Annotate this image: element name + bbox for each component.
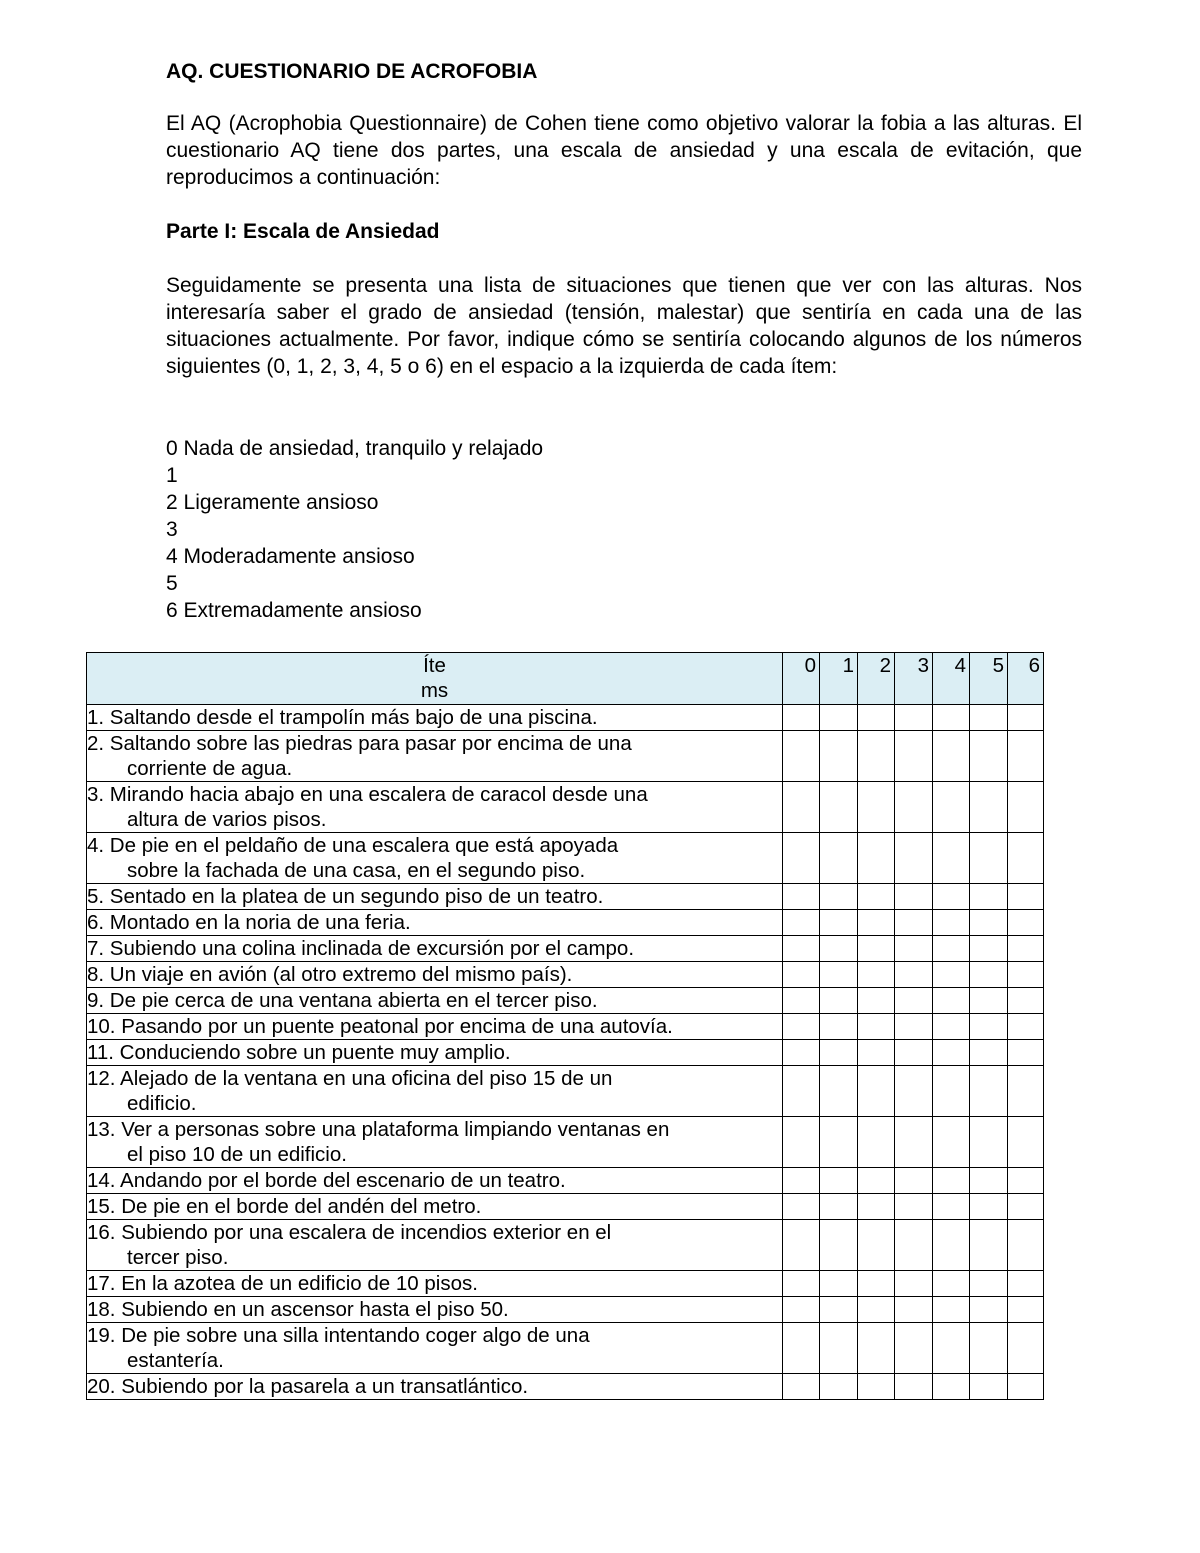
- score-cell-3[interactable]: [895, 1271, 933, 1297]
- table-row: [87, 782, 1044, 833]
- score-cell-3[interactable]: [895, 731, 933, 782]
- score-cell-3[interactable]: [895, 1117, 933, 1168]
- scale-item-6: 6 Extremadamente ansioso: [166, 599, 422, 622]
- score-cell-1[interactable]: [820, 833, 858, 884]
- score-cell-6[interactable]: [1008, 833, 1044, 884]
- score-header-5: 5: [970, 653, 1008, 705]
- score-cell-0[interactable]: [783, 1117, 820, 1168]
- score-cell-2[interactable]: [858, 1297, 895, 1323]
- item-cell-1: [87, 705, 783, 731]
- table-row: [87, 1220, 1044, 1271]
- table-row: [87, 1168, 1044, 1194]
- scale-item-5: 5: [166, 572, 178, 595]
- item-text: 1. Saltando desde el trampolín más bajo de una piscina.: [87, 706, 598, 729]
- score-cell-4[interactable]: [933, 731, 970, 782]
- anxiety-items-table: [86, 652, 1044, 1400]
- score-cell-6[interactable]: [1008, 1014, 1044, 1040]
- score-cell-5[interactable]: [970, 1271, 1008, 1297]
- score-cell-4[interactable]: [933, 962, 970, 988]
- score-cell-5[interactable]: [970, 1323, 1008, 1374]
- score-cell-4[interactable]: [933, 910, 970, 936]
- score-cell-2[interactable]: [858, 1374, 895, 1400]
- score-cell-6[interactable]: [1008, 731, 1044, 782]
- item-text-continuation: estantería.: [127, 1349, 224, 1372]
- score-cell-3[interactable]: [895, 1323, 933, 1374]
- score-cell-3[interactable]: [895, 910, 933, 936]
- item-text: 11. Conduciendo sobre un puente muy amplio.: [87, 1041, 511, 1064]
- score-cell-0[interactable]: [783, 1066, 820, 1117]
- item-text: 12. Alejado de la ventana en una oficina del piso 15 de un: [87, 1067, 613, 1090]
- score-cell-4[interactable]: [933, 1117, 970, 1168]
- score-cell-4[interactable]: [933, 833, 970, 884]
- item-text: 4. De pie en el peldaño de una escalera que está apoyada: [87, 834, 619, 857]
- score-cell-1[interactable]: [820, 962, 858, 988]
- score-cell-0[interactable]: [783, 1374, 820, 1400]
- item-text-continuation: edificio.: [127, 1092, 197, 1115]
- score-cell-0[interactable]: [783, 936, 820, 962]
- score-cell-1[interactable]: [820, 1297, 858, 1323]
- item-text: 2. Saltando sobre las piedras para pasar por encima de una: [87, 732, 632, 755]
- score-cell-3[interactable]: [895, 1168, 933, 1194]
- score-cell-5[interactable]: [970, 884, 1008, 910]
- items-header-line1: Íte: [423, 654, 446, 677]
- score-cell-0[interactable]: [783, 988, 820, 1014]
- item-text-continuation: corriente de agua.: [127, 757, 293, 780]
- table-row: [87, 1014, 1044, 1040]
- score-cell-4[interactable]: [933, 1066, 970, 1117]
- score-cell-4[interactable]: [933, 988, 970, 1014]
- score-cell-1[interactable]: [820, 1194, 858, 1220]
- score-cell-1[interactable]: [820, 910, 858, 936]
- score-cell-3[interactable]: [895, 1194, 933, 1220]
- score-cell-6[interactable]: [1008, 1066, 1044, 1117]
- score-cell-5[interactable]: [970, 833, 1008, 884]
- score-cell-2[interactable]: [858, 705, 895, 731]
- score-cell-4[interactable]: [933, 1168, 970, 1194]
- table-header-row: [87, 653, 1044, 705]
- score-cell-0[interactable]: [783, 782, 820, 833]
- score-cell-3[interactable]: [895, 936, 933, 962]
- score-cell-3[interactable]: [895, 1014, 933, 1040]
- score-cell-4[interactable]: [933, 1014, 970, 1040]
- score-cell-1[interactable]: [820, 1040, 858, 1066]
- table-row: [87, 1040, 1044, 1066]
- intro-paragraph: El AQ (Acrophobia Questionnaire) de Cohen tiene como objetivo valorar la fobia a las alturas. El cuestionario AQ tiene dos partes, una escala de ansiedad y una escala de evitación, que reproducimos a continuación:: [166, 112, 1082, 189]
- score-cell-0[interactable]: [783, 962, 820, 988]
- score-cell-3[interactable]: [895, 988, 933, 1014]
- score-cell-3[interactable]: [895, 1220, 933, 1271]
- score-cell-0[interactable]: [783, 1040, 820, 1066]
- item-text: 18. Subiendo en un ascensor hasta el piso 50.: [87, 1298, 509, 1321]
- score-cell-1[interactable]: [820, 988, 858, 1014]
- score-cell-6[interactable]: [1008, 1220, 1044, 1271]
- score-cell-2[interactable]: [858, 1040, 895, 1066]
- score-cell-0[interactable]: [783, 1271, 820, 1297]
- score-cell-2[interactable]: [858, 936, 895, 962]
- score-cell-2[interactable]: [858, 1014, 895, 1040]
- score-cell-2[interactable]: [858, 782, 895, 833]
- score-cell-4[interactable]: [933, 884, 970, 910]
- score-cell-2[interactable]: [858, 731, 895, 782]
- score-cell-4[interactable]: [933, 1040, 970, 1066]
- score-cell-2[interactable]: [858, 833, 895, 884]
- item-cell-16: [87, 1220, 783, 1271]
- item-text: 7. Subiendo una colina inclinada de excursión por el campo.: [87, 937, 635, 960]
- score-cell-6[interactable]: [1008, 1297, 1044, 1323]
- table-row: [87, 936, 1044, 962]
- score-cell-2[interactable]: [858, 910, 895, 936]
- item-text: 10. Pasando por un puente peatonal por encima de una autovía.: [87, 1015, 673, 1038]
- item-cell-9: [87, 988, 783, 1014]
- score-cell-5[interactable]: [970, 1117, 1008, 1168]
- score-cell-1[interactable]: [820, 705, 858, 731]
- score-cell-2[interactable]: [858, 1066, 895, 1117]
- score-cell-6[interactable]: [1008, 988, 1044, 1014]
- table-row: [87, 884, 1044, 910]
- score-cell-6[interactable]: [1008, 1323, 1044, 1374]
- item-text-continuation: altura de varios pisos.: [127, 808, 327, 831]
- score-cell-3[interactable]: [895, 884, 933, 910]
- table-row: [87, 962, 1044, 988]
- table-row: [87, 1117, 1044, 1168]
- score-cell-4[interactable]: [933, 1271, 970, 1297]
- item-text: 9. De pie cerca de una ventana abierta en el tercer piso.: [87, 989, 598, 1012]
- score-cell-3[interactable]: [895, 1066, 933, 1117]
- anxiety-scale-list: [166, 435, 1082, 624]
- score-cell-6[interactable]: [1008, 782, 1044, 833]
- score-header-1: 1: [820, 653, 858, 705]
- instructions-paragraph: Seguidamente se presenta una lista de situaciones que tienen que ver con las alturas. Nos interesaría saber el grado de ansiedad (tensión, malestar) que sentiría en cada una de las situaciones actualmente. Por favor, indique cómo se sentiría colocando algunos de los números siguientes (0, 1, 2, 3, 4, 5 o 6) en el espacio a la izquierda de cada ítem:: [166, 274, 1082, 378]
- score-cell-5[interactable]: [970, 988, 1008, 1014]
- score-cell-1[interactable]: [820, 1168, 858, 1194]
- table-row: [87, 910, 1044, 936]
- table-row: [87, 1323, 1044, 1374]
- score-cell-1[interactable]: [820, 1271, 858, 1297]
- score-cell-5[interactable]: [970, 936, 1008, 962]
- score-cell-6[interactable]: [1008, 884, 1044, 910]
- score-header-2: 2: [858, 653, 895, 705]
- item-cell-17: [87, 1271, 783, 1297]
- score-cell-2[interactable]: [858, 1168, 895, 1194]
- score-cell-5[interactable]: [970, 731, 1008, 782]
- table-row: [87, 1374, 1044, 1400]
- item-text: 13. Ver a personas sobre una plataforma limpiando ventanas en: [87, 1118, 670, 1141]
- score-cell-6[interactable]: [1008, 910, 1044, 936]
- table-row: [87, 705, 1044, 731]
- item-text: 17. En la azotea de un edificio de 10 pisos.: [87, 1272, 478, 1295]
- score-cell-1[interactable]: [820, 884, 858, 910]
- scale-item-2: 2 Ligeramente ansioso: [166, 491, 379, 514]
- score-cell-4[interactable]: [933, 1220, 970, 1271]
- table-row: [87, 731, 1044, 782]
- score-cell-5[interactable]: [970, 1297, 1008, 1323]
- score-cell-2[interactable]: [858, 1323, 895, 1374]
- score-cell-1[interactable]: [820, 1220, 858, 1271]
- item-text-continuation: sobre la fachada de una casa, en el segundo piso.: [127, 859, 586, 882]
- score-cell-2[interactable]: [858, 988, 895, 1014]
- scale-item-4: 4 Moderadamente ansioso: [166, 545, 415, 568]
- score-cell-5[interactable]: [970, 705, 1008, 731]
- score-cell-0[interactable]: [783, 1220, 820, 1271]
- score-cell-4[interactable]: [933, 1323, 970, 1374]
- item-cell-6: [87, 910, 783, 936]
- item-text: 20. Subiendo por la pasarela a un transatlántico.: [87, 1375, 529, 1398]
- score-cell-4[interactable]: [933, 936, 970, 962]
- score-cell-4[interactable]: [933, 705, 970, 731]
- item-cell-13: [87, 1117, 783, 1168]
- score-cell-5[interactable]: [970, 1194, 1008, 1220]
- score-cell-6[interactable]: [1008, 1168, 1044, 1194]
- score-cell-5[interactable]: [970, 1040, 1008, 1066]
- score-cell-6[interactable]: [1008, 1040, 1044, 1066]
- score-cell-0[interactable]: [783, 731, 820, 782]
- table-row: [87, 1066, 1044, 1117]
- score-cell-0[interactable]: [783, 833, 820, 884]
- scale-item-3: 3: [166, 518, 178, 541]
- score-cell-4[interactable]: [933, 1297, 970, 1323]
- score-cell-5[interactable]: [970, 1066, 1008, 1117]
- score-cell-1[interactable]: [820, 1117, 858, 1168]
- items-table-body: [87, 705, 1044, 1400]
- table-row: [87, 988, 1044, 1014]
- score-header-3: 3: [895, 653, 933, 705]
- score-cell-5[interactable]: [970, 962, 1008, 988]
- score-cell-3[interactable]: [895, 705, 933, 731]
- score-cell-2[interactable]: [858, 1194, 895, 1220]
- items-header-line2: ms: [420, 679, 449, 702]
- score-cell-2[interactable]: [858, 1271, 895, 1297]
- item-cell-19: [87, 1323, 783, 1374]
- score-cell-4[interactable]: [933, 782, 970, 833]
- score-cell-4[interactable]: [933, 1374, 970, 1400]
- item-text: 14. Andando por el borde del escenario de un teatro.: [87, 1169, 566, 1192]
- score-cell-2[interactable]: [858, 962, 895, 988]
- score-cell-2[interactable]: [858, 1220, 895, 1271]
- table-row: [87, 1271, 1044, 1297]
- score-cell-6[interactable]: [1008, 936, 1044, 962]
- score-cell-6[interactable]: [1008, 1271, 1044, 1297]
- score-header-0: 0: [783, 653, 820, 705]
- item-cell-4: [87, 833, 783, 884]
- item-cell-20: [87, 1374, 783, 1400]
- item-text: 19. De pie sobre una silla intentando coger algo de una: [87, 1324, 590, 1347]
- score-cell-6[interactable]: [1008, 1194, 1044, 1220]
- score-cell-5[interactable]: [970, 1168, 1008, 1194]
- score-cell-3[interactable]: [895, 1040, 933, 1066]
- score-cell-6[interactable]: [1008, 962, 1044, 988]
- score-cell-3[interactable]: [895, 1374, 933, 1400]
- score-cell-1[interactable]: [820, 1323, 858, 1374]
- score-cell-0[interactable]: [783, 1297, 820, 1323]
- score-cell-6[interactable]: [1008, 1117, 1044, 1168]
- item-cell-3: [87, 782, 783, 833]
- score-cell-3[interactable]: [895, 833, 933, 884]
- item-cell-14: [87, 1168, 783, 1194]
- score-header-4: 4: [933, 653, 970, 705]
- item-text: 6. Montado en la noria de una feria.: [87, 911, 411, 934]
- document-title: AQ. CUESTIONARIO DE ACROFOBIA: [166, 60, 538, 83]
- score-cell-5[interactable]: [970, 782, 1008, 833]
- item-cell-10: [87, 1014, 783, 1040]
- item-text-continuation: el piso 10 de un edificio.: [127, 1143, 347, 1166]
- score-cell-5[interactable]: [970, 1220, 1008, 1271]
- score-cell-3[interactable]: [895, 782, 933, 833]
- score-cell-0[interactable]: [783, 1323, 820, 1374]
- score-cell-3[interactable]: [895, 962, 933, 988]
- score-cell-1[interactable]: [820, 936, 858, 962]
- score-cell-0[interactable]: [783, 884, 820, 910]
- score-cell-3[interactable]: [895, 1297, 933, 1323]
- item-cell-5: [87, 884, 783, 910]
- item-cell-8: [87, 962, 783, 988]
- scale-item-0: 0 Nada de ansiedad, tranquilo y relajado: [166, 437, 544, 460]
- item-text: 8. Un viaje en avión (al otro extremo del mismo país).: [87, 963, 573, 986]
- item-text: 16. Subiendo por una escalera de incendios exterior en el: [87, 1221, 612, 1244]
- score-cell-1[interactable]: [820, 1374, 858, 1400]
- score-cell-2[interactable]: [858, 1117, 895, 1168]
- score-cell-5[interactable]: [970, 1014, 1008, 1040]
- score-cell-1[interactable]: [820, 782, 858, 833]
- item-cell-7: [87, 936, 783, 962]
- part-heading: Parte I: Escala de Ansiedad: [166, 220, 440, 243]
- score-cell-4[interactable]: [933, 1194, 970, 1220]
- item-cell-18: [87, 1297, 783, 1323]
- score-cell-5[interactable]: [970, 910, 1008, 936]
- item-cell-12: [87, 1066, 783, 1117]
- item-text: 5. Sentado en la platea de un segundo piso de un teatro.: [87, 885, 604, 908]
- score-cell-0[interactable]: [783, 1014, 820, 1040]
- score-cell-6[interactable]: [1008, 705, 1044, 731]
- table-row: [87, 833, 1044, 884]
- item-cell-15: [87, 1194, 783, 1220]
- item-text: 15. De pie en el borde del andén del metro.: [87, 1195, 482, 1218]
- score-cell-5[interactable]: [970, 1374, 1008, 1400]
- item-text: 3. Mirando hacia abajo en una escalera de caracol desde una: [87, 783, 648, 806]
- score-cell-1[interactable]: [820, 1014, 858, 1040]
- score-cell-2[interactable]: [858, 884, 895, 910]
- item-text-continuation: tercer piso.: [127, 1246, 229, 1269]
- score-cell-0[interactable]: [783, 1194, 820, 1220]
- item-cell-2: [87, 731, 783, 782]
- table-row: [87, 1194, 1044, 1220]
- score-cell-1[interactable]: [820, 731, 858, 782]
- score-cell-0[interactable]: [783, 705, 820, 731]
- score-cell-1[interactable]: [820, 1066, 858, 1117]
- item-cell-11: [87, 1040, 783, 1066]
- table-row: [87, 1297, 1044, 1323]
- score-header-6: 6: [1008, 653, 1044, 705]
- scale-item-1: 1: [166, 464, 178, 487]
- score-cell-0[interactable]: [783, 910, 820, 936]
- items-column-header: [87, 653, 783, 705]
- score-cell-0[interactable]: [783, 1168, 820, 1194]
- score-cell-6[interactable]: [1008, 1374, 1044, 1400]
